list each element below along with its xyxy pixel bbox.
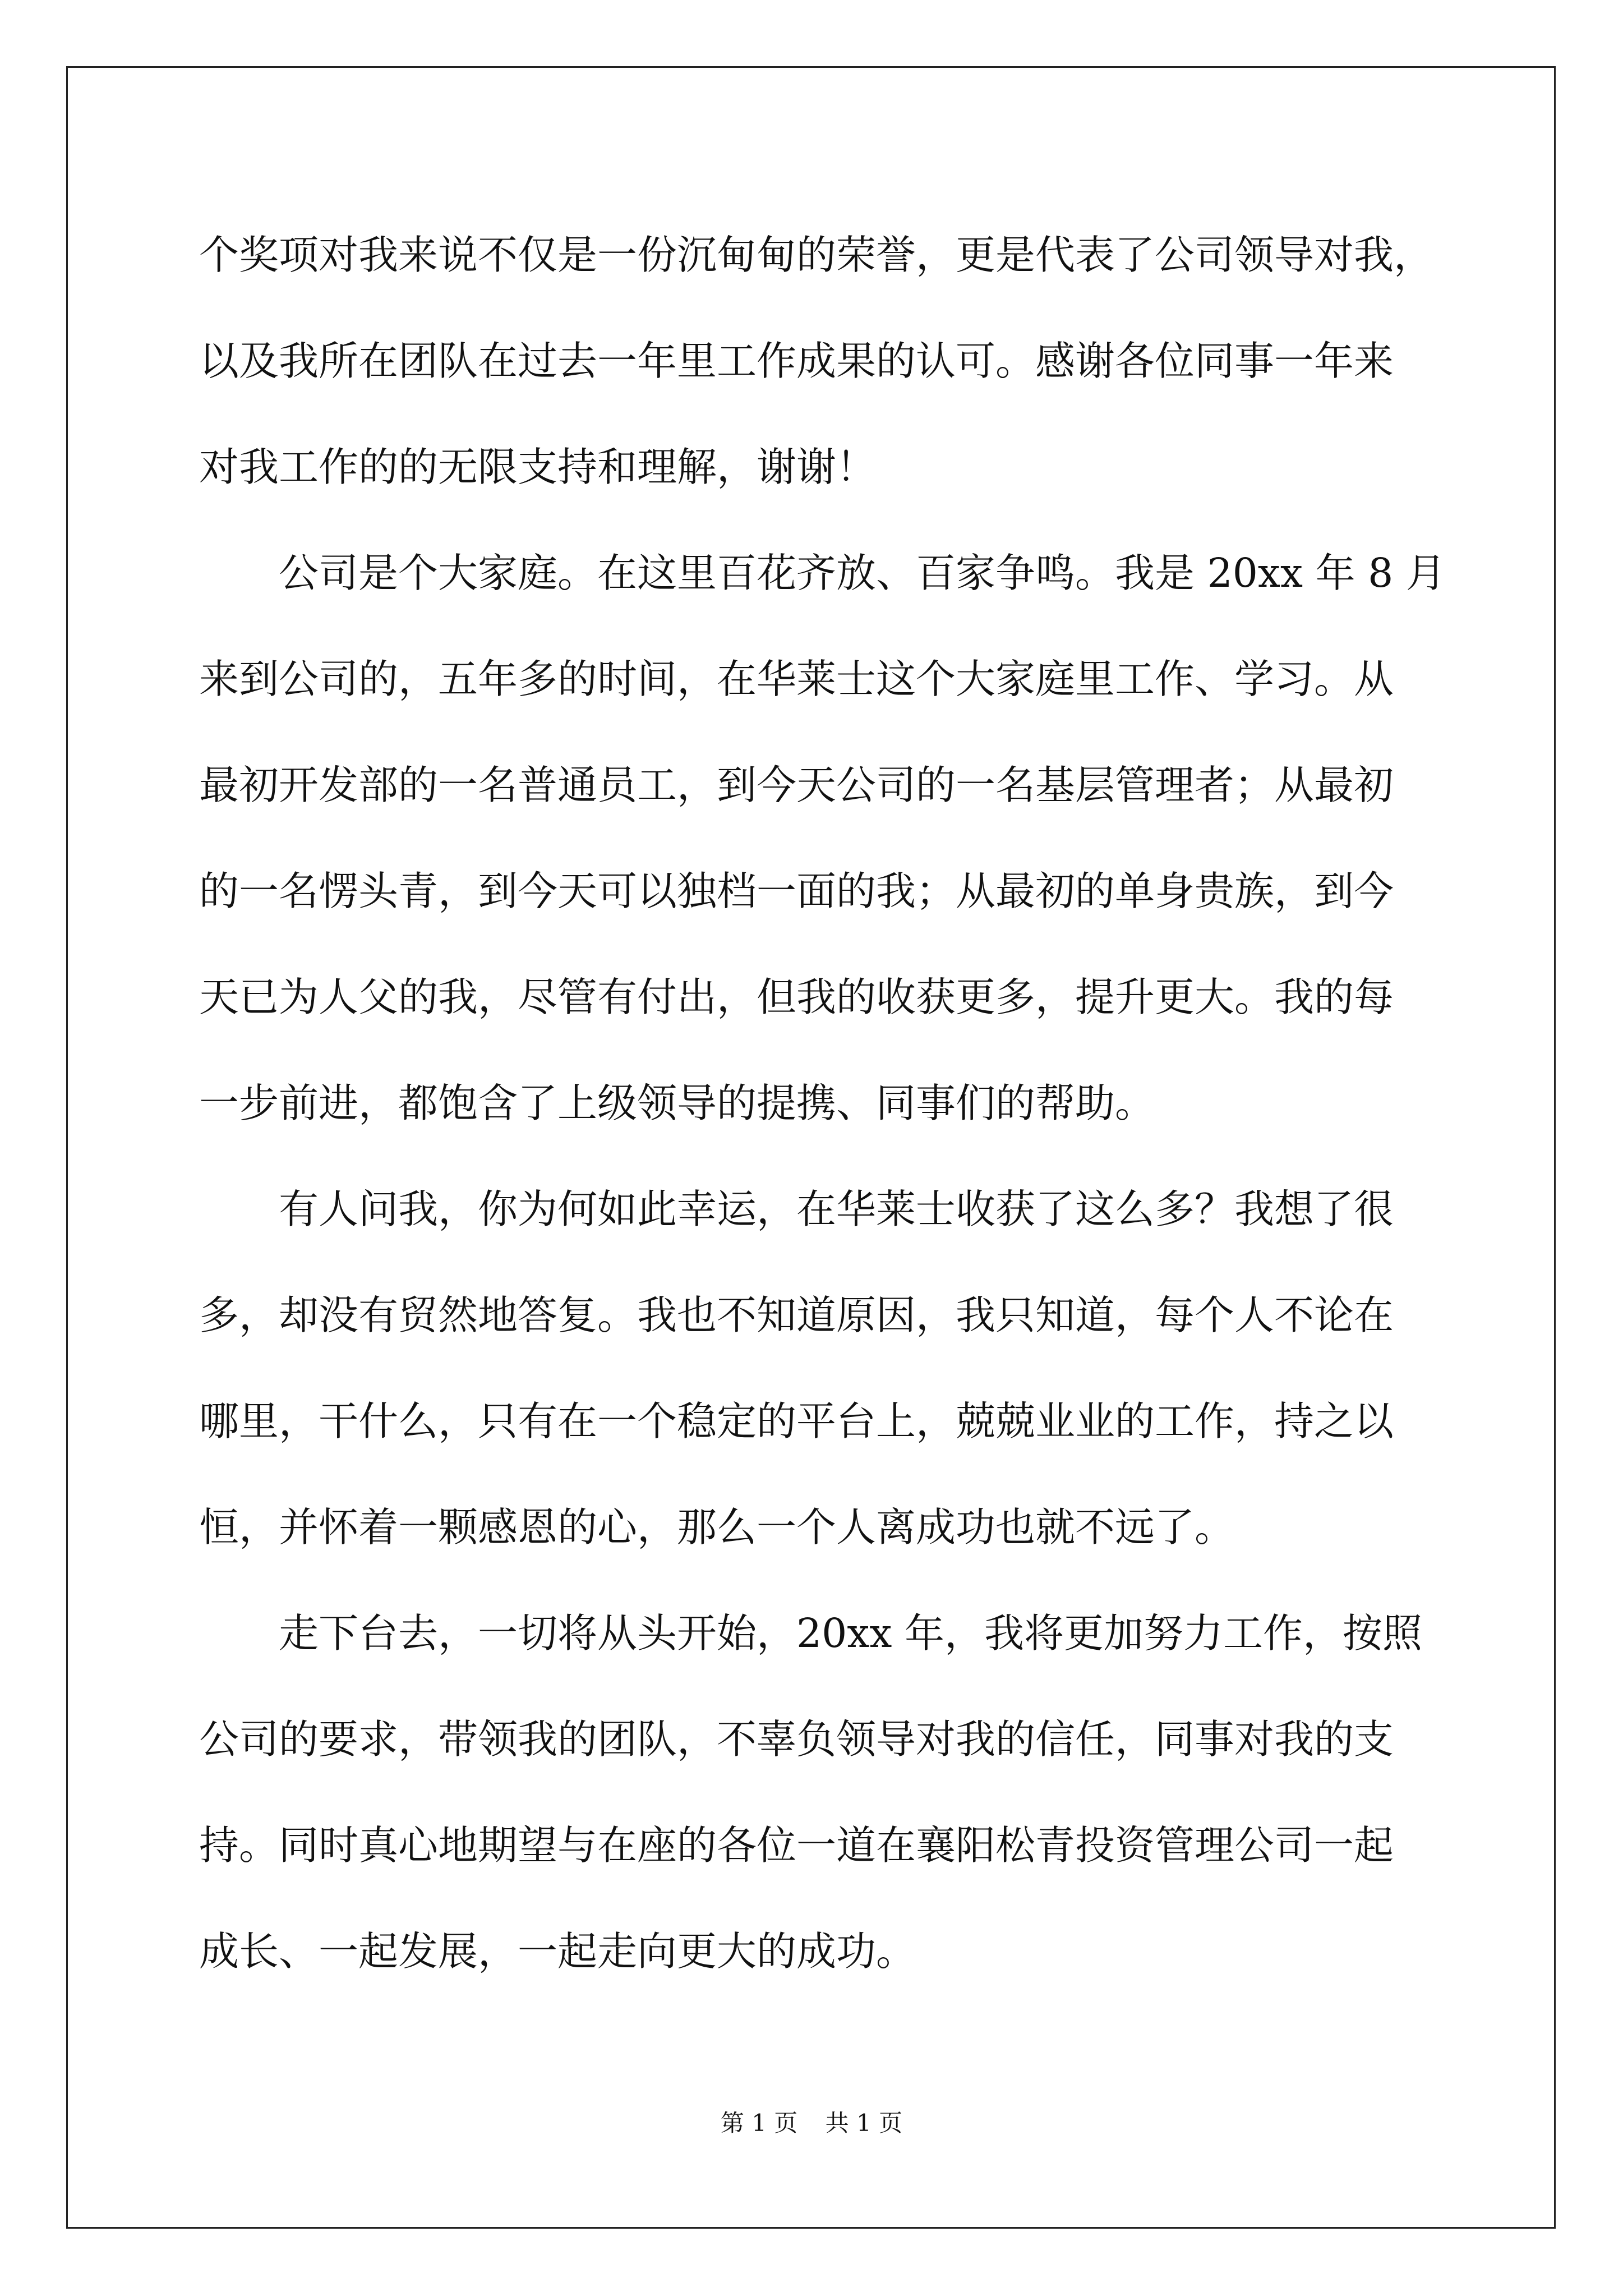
text-line: 的一名愣头青，到今天可以独档一面的我；从最初的单身贵族，到今 bbox=[199, 868, 1394, 914]
paragraph-start-line: 走下台去，一切将从头开始，20xx 年，我将更加努力工作，按照 bbox=[279, 1610, 1422, 1657]
document-body bbox=[199, 202, 1446, 2004]
text-line: 对我工作的的无限支持和理解，谢谢！ bbox=[199, 444, 877, 490]
text-line: 一步前进，都饱含了上级领导的提携、同事们的帮助。 bbox=[199, 1080, 1155, 1126]
text-line: 天已为人父的我，尽管有付出，但我的收获更多，提升更大。我的每 bbox=[199, 974, 1394, 1020]
text-line: 恒，并怀着一颗感恩的心，那么一个人离成功也就不远了。 bbox=[199, 1504, 1235, 1550]
text-line: 来到公司的，五年多的时间，在华莱士这个大家庭里工作、学习。从 bbox=[199, 656, 1394, 702]
text-line: 以及我所在团队在过去一年里工作成果的认可。感谢各位同事一年来 bbox=[199, 338, 1394, 384]
text-line: 成长、一起发展，一起走向更大的成功。 bbox=[199, 1928, 916, 1975]
text-line: 公司的要求，带领我的团队，不辜负领导对我的信任，同事对我的支 bbox=[199, 1716, 1394, 1763]
text-line: 持。同时真心地期望与在座的各位一道在襄阳松青投资管理公司一起 bbox=[199, 1822, 1394, 1869]
page-number-total: 共 1 页 bbox=[825, 2109, 903, 2137]
text-line: 哪里，干什么，只有在一个稳定的平台上，兢兢业业的工作，持之以 bbox=[199, 1398, 1394, 1444]
page-footer bbox=[0, 2106, 1623, 2140]
paragraph-start-line: 有人问我，你为何如此幸运，在华莱士收获了这么多？我想了很 bbox=[279, 1186, 1394, 1232]
page-number-current: 第 1 页 bbox=[720, 2109, 798, 2137]
paragraph-start-line: 公司是个大家庭。在这里百花齐放、百家争鸣。我是 20xx 年 8 月 bbox=[279, 550, 1446, 596]
text-line: 多，却没有贸然地答复。我也不知道原因，我只知道，每个人不论在 bbox=[199, 1292, 1394, 1338]
text-line: 最初开发部的一名普通员工，到今天公司的一名基层管理者；从最初 bbox=[199, 762, 1394, 808]
text-line: 个奖项对我来说不仅是一份沉甸甸的荣誉，更是代表了公司领导对我， bbox=[199, 232, 1434, 278]
